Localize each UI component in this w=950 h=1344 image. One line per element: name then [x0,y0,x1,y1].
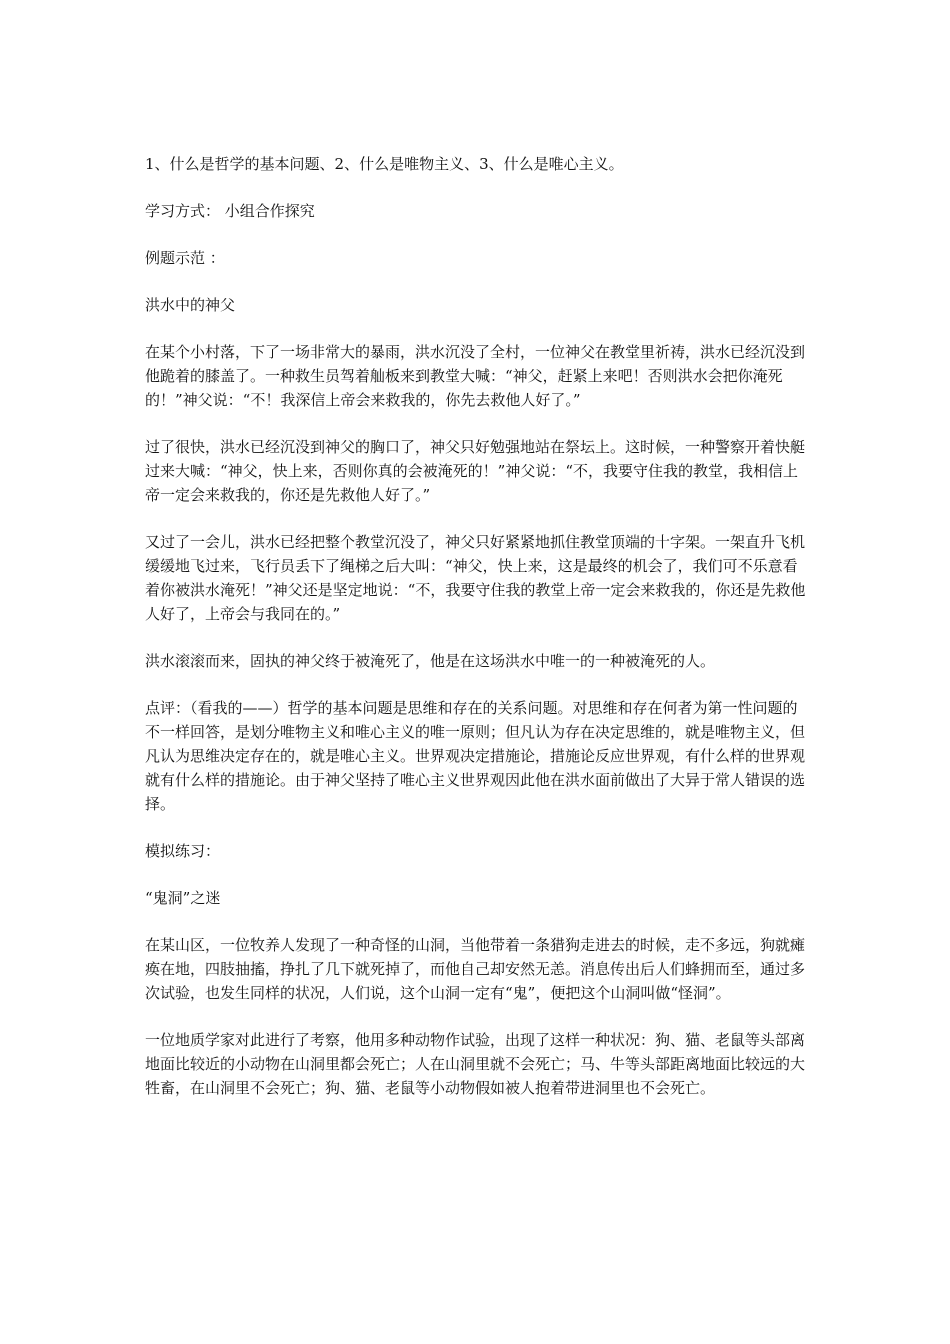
example-heading: 例题示范 ： [145,249,225,267]
story-paragraph-2: 过了很快，洪水已经沉没到神父的胸口了，神父只好勉强地站在祭坛上。这时候，一种警察开着快艇过来大喊：“神父，快上来，否则你真的会被淹死的！”神父说：“不，我要守住我的教堂，我相信上帝一定会来救我的，你还是先救他人好了。” [145,438,806,504]
story-paragraph-4: 洪水滚滚而来，固执的神父终于被淹死了，他是在这场洪水中唯一的一种被淹死的人。 [145,652,716,670]
story-paragraph-1: 在某个小村落，下了一场非常大的暴雨，洪水沉没了全村，一位神父在教堂里祈祷，洪水已经沉没到他跪着的膝盖了。一种救生员驾着舢板来到教堂大喊：“神父，赶紧上来吧！否则洪水会把你淹死的！”神父说：“不！我深信上帝会来救我的，你先去救他人好了。” [145,343,806,409]
story-paragraph-3: 又过了一会儿，洪水已经把整个教堂沉没了，神父只好紧紧地抓住教堂顶端的十字架。一架直升飞机缓缓地飞过来，飞行员丢下了绳梯之后大叫：“神父，快上来，这是最终的机会了，我们可不乐意看着你被洪水淹死！”神父还是坚定地说：“不，我要守住我的教堂上帝一定会来救我的，你还是先救他人好了，上帝会与我同在的。” [145,533,806,623]
practice-paragraph-1: 在某山区，一位牧养人发现了一种奇怪的山洞，当他带着一条猎狗走进去的时候，走不多远，狗就瘫痪在地，四肢抽搐，挣扎了几下就死掉了，而他自己却安然无恙。消息传出后人们蜂拥而至，通过多次试验，也发生同样的状况，人们说，这个山洞一定有“鬼”，便把这个山洞叫做“怪洞”。 [145,936,806,1002]
learning-mode-line: 学习方式： 小组合作探究 [145,202,315,220]
story-title: 洪水中的神父 [145,296,236,314]
questions-line: 1、什么是哲学的基本问题、2、什么是唯物主义、3、什么是唯心主义。 [145,155,624,173]
document-body [145,152,810,1123]
practice-heading: 模拟练习： [145,842,221,860]
practice-paragraph-2: 一位地质学家对此进行了考察，他用多种动物作试验，出现了这样一种状况：狗、猫、老鼠等头部离地面比较近的小动物在山洞里都会死亡；人在山洞里就不会死亡；马、牛等头部距离地面比较远的大牲畜，在山洞里不会死亡；狗、猫、老鼠等小动物假如被人抱着带进洞里也不会死亡。 [145,1031,806,1097]
practice-title: “鬼洞”之迷 [145,889,221,907]
commentary-paragraph: 点评：（看我的——）哲学的基本问题是思维和存在的关系问题。对思维和存在何者为第一性问题的不一样回答，是划分唯物主义和唯心主义的唯一原则；但凡认为存在决定思维的，就是唯物主义，但凡认为思维决定存在的，就是唯心主义。世界观决定措施论，措施论反应世界观，有什么样的世界观就有什么样的措施论。由于神父坚持了唯心主义世界观因此他在洪水面前做出了大异于常人错误的选择。 [145,699,806,813]
